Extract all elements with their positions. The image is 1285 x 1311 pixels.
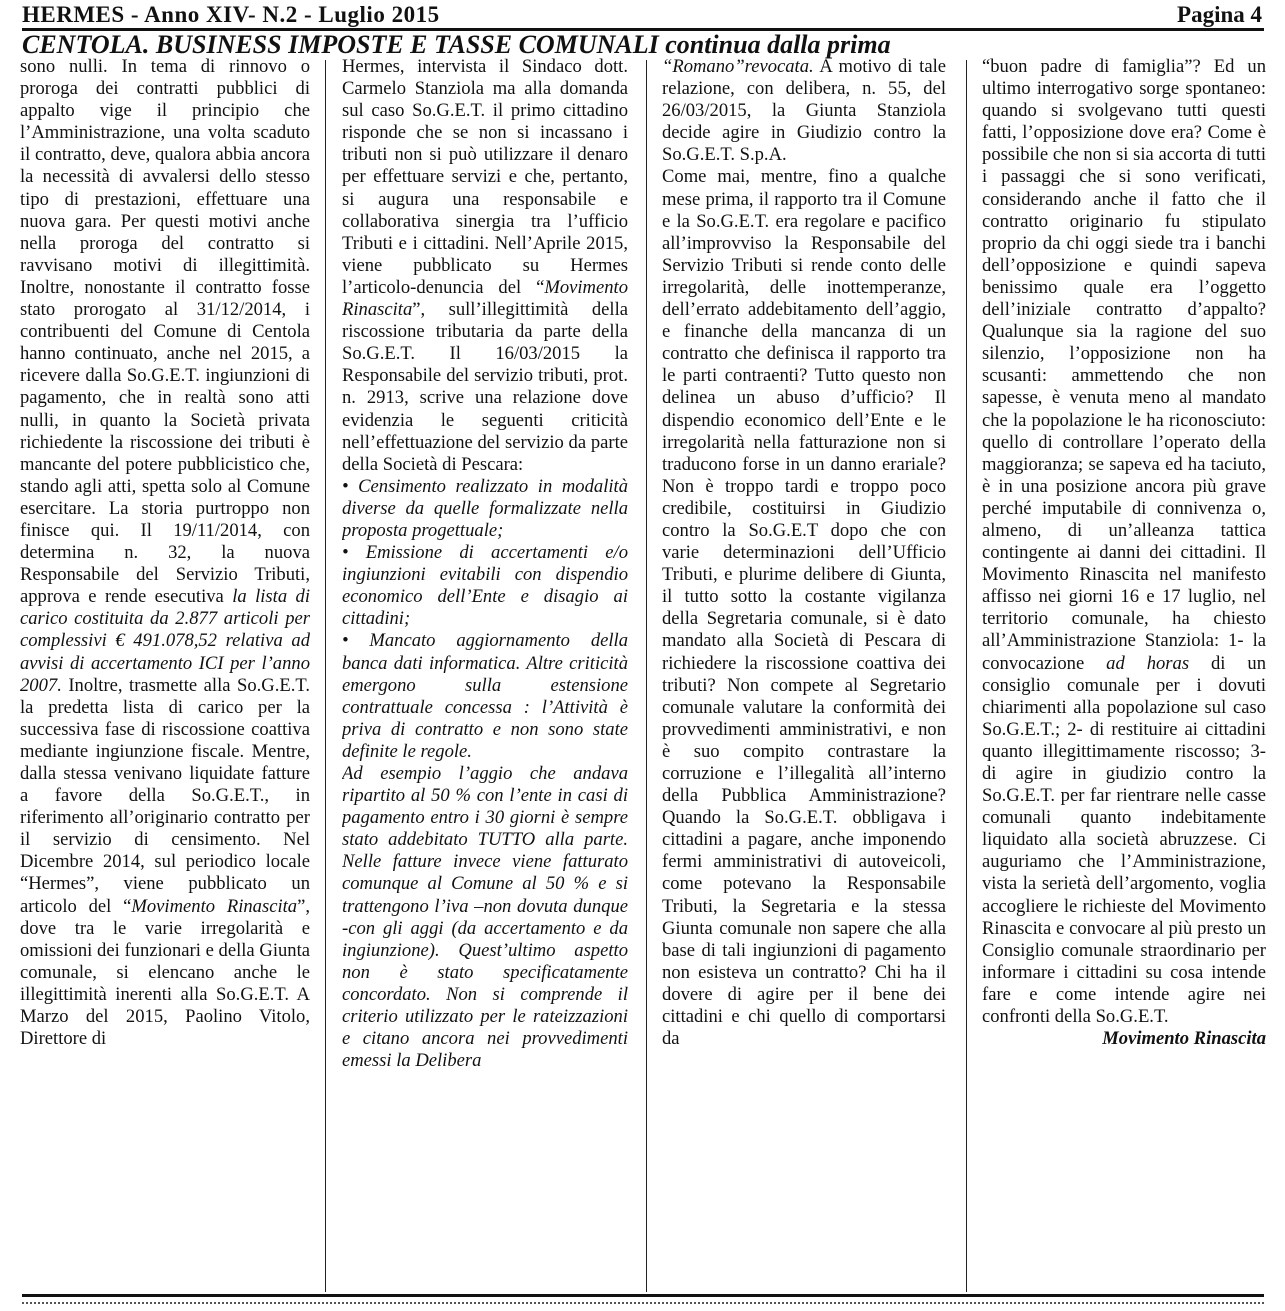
italic-text-run: ad horas bbox=[1106, 652, 1190, 674]
masthead: HERMES - Anno XIV- N.2 - Luglio 2015 bbox=[22, 2, 440, 27]
article-column-4 bbox=[982, 56, 1266, 1292]
text-run: di un consiglio comunale per i dovuti chiarimenti alla popolazione sul caso So.G.E.T.; 2- di restituire ai cittadini quanto illegittimamente riscosso; 3- di agire in giudizio contro la So.G.E.T. per far rientrare nelle casse comunali quanto indebitamente liquidato alla società abruzzese. Ci auguriamo che l’Amministrazione, vista la serietà dell’argomento, voglia accogliere le richieste del Movimento Rinascita e convocare al più presto un Consiglio comunale straordinario per informare i cittadini su cosa intende fare e come intende agire nei confronti della So.G.E.T. bbox=[982, 652, 1266, 1028]
paragraph bbox=[20, 56, 310, 1050]
text-run: ”, sull’illegittimità della riscossione tributaria da parte della So.G.E.T. Il 16/03/2015 la Responsabile del servizio tributi, prot. n. 2913, scrive una relazione dove evidenzia le seguenti criticità nell’effettuazione del servizio da parte della Società di Pescara: bbox=[342, 299, 628, 475]
text-run: “buon padre di famiglia”? Ed un ultimo interrogativo sorge spontaneo: quando si svolgevano tutti questi fatti, l’opposizione dove era? Come è possibile che non si sia accorta di tutti i passaggi che si sono verificati, considerando anche il fatto che il contratto originario fu stipulato proprio da chi oggi siede tra i banchi dell’opposizione e quindi sapeva benissimo quale era l’oggetto dell’iniziale contratto d’appalto? Qualunque sia la ragione del suo silenzio, l’opposizione non ha scusanti: ammettendo che non sapesse, è venuta meno al mandato che la popolazione le ha riconosciuto: quello di controllare l’operato della maggioranza; se sapeva ed ha taciuto, è in una posizione ancora più grave perché imputabile di connivenza o, almeno, di un’alleanza tattica contingente ai danni dei cittadini. Il Movimento Rinascita nel manifesto affisso nei giorni 16 e 17 luglio, nel territorio comunale, ha chiesto all’Amministrazione Stanziola: 1- la convocazione bbox=[982, 56, 1266, 674]
paragraph: Ad esempio l’aggio che andava ripartito al 50 % con l’ente in casi di pagamento entro i 30 giorni è sempre stato addebitato TUTTO alla parte. Nelle fatture invece viene fatturato comunque al Comune al 50 % e si trattengono l’iva –non dovuta dunque -con gli aggi (da accertamento e da ingiunzione). Quest’ultimo aspetto non è stato specificatamente concordato. Non si comprende il criterio utilizzato per le rateizzazioni e citano ancora nei provvedimenti emessi la Delibera bbox=[342, 763, 628, 1072]
article-signature: Movimento Rinascita bbox=[1102, 1028, 1266, 1050]
page-number: Pagina 4 bbox=[1177, 2, 1262, 27]
italic-text-run: Movimento Rinascita bbox=[342, 276, 628, 321]
text-run: Inoltre, trasmette alla So.G.E.T. la predetta lista di carico per la successiva fase di riscossione coattiva mediante ingiunzione fiscale. Mentre, dalla stessa venivano liquidate fatture a favore della So.G.E.T., in riferimento all’originario contratto per il servizio di censimento. Nel Dicembre 2014, sul periodico locale “Hermes”, viene pubblicato un articolo del “ bbox=[20, 674, 310, 917]
text-run: sono nulli. In tema di rinnovo o proroga dei contratti pubblici di appalto vige il principio che l’Amministrazione, una volta scaduto il contratto, deve, qualora abbia ancora la necessità di avvalersi dello stesso tipo di prestazioni, effettuare una nuova gara. Per questi motivi anche nella proroga del contratto si ravvisano motivi di illegittimità. Inoltre, nonostante il contratto fosse stato prorogato al 31/12/2014, i contribuenti del Comune di Centola hanno continuato, anche nel 2015, a ricevere dalla So.G.E.T. ingiunzioni di pagamento, che in realtà sono atti nulli, in quanto la Società privata richiedente la riscossione dei tributi è mancante del potere pubblicistico che, stando agli atti, spetta solo al Comune esercitare. La storia purtroppo non finisce qui. Il 19/11/2014, con determina n. 32, la nuova Responsabile del Servizio Tributi, approva e rende esecutiva bbox=[20, 56, 310, 608]
paragraph bbox=[662, 56, 946, 166]
bullet-item: • Mancato aggiornamento della banca dati informatica. Altre criticità emergono sulla estensione contrattuale concessa : l’Attività è priva di contratto e non sono state definite le regole. bbox=[342, 630, 628, 762]
text-run: A motivo di tale relazione, con delibera, n. 55, del 26/03/2015, la Giunta Stanziola decide agire in Giudizio contro la So.G.E.T. S.p.A. bbox=[662, 56, 946, 166]
bottom-rule bbox=[22, 1294, 1264, 1297]
article-column-1 bbox=[20, 56, 310, 1292]
bullet-item: • Censimento realizzato in modalità diverse da quelle formalizzate nella proposta progettuale; bbox=[342, 475, 628, 541]
italic-text-run: la lista di carico costituita da 2.877 articoli per complessivi € 491.078,52 relativa ad avvisi di accertamento ICI per l’anno 2007. bbox=[20, 586, 310, 696]
paragraph bbox=[342, 56, 628, 476]
bullet-item: • Emissione di accertamenti e/o ingiunzioni evitabili con dispendio economico dell’Ente e disagio ai cittadini; bbox=[342, 542, 628, 630]
paragraph bbox=[982, 56, 1266, 1028]
article-column-2 bbox=[342, 56, 628, 1292]
italic-text-run: Movimento Rinascita bbox=[131, 895, 298, 917]
text-run: ”, dove tra le varie irregolarità e omissioni dei funzionari e della Giunta comunale, si elencano anche le illegittimità inerenti alla So.G.E.T. A Marzo del 2015, Paolino Vitolo, Direttore di bbox=[20, 895, 310, 1050]
article-headline: CENTOLA. BUSINESS IMPOSTE E TASSE COMUNALI continua dalla prima bbox=[22, 30, 891, 59]
paragraph: Come mai, mentre, fino a qualche mese prima, il rapporto tra il Comune e la So.G.E.T. era regolare e pacifico all’improvviso la Responsabile del Servizio Tributi si rende conto delle irregolarità, delle inottemperanze, dell’errato addebitamento dell’aggio, e finanche della mancanza di un contratto che definisca il rapporto tra le parti contraenti? Tutto questo non delinea un abuso d’ufficio? Il dispendio economico dell’Ente e le irregolarità nella fatturazione non si traducono forse in un danno erariale? Non è troppo tardi e troppo poco credibile, costituirsi in Giudizio contro la So.G.E.T dopo che con varie determinazioni dell’Ufficio Tributi, e plurime delibere di Giunta, il tutto sotto la costante vigilanza della Segretaria comunale, si è dato mandato alla Società di Pescara di richiedere la riscossione coattiva dei tributi? Non compete al Segretario comunale valutare la conformità dei provvedimenti amministrativi, e non è suo compito contrastare la corruzione e l’illegalità all’interno della Pubblica Amministrazione? Quando la So.G.E.T. obbligava i cittadini a pagare, anche imponendo fermi amministrativi di autoveicoli, come potevano la Responsabile Tributi, la Segretaria e la stessa Giunta comunale non sapere che alla base di tali ingiunzioni di pagamento non esisteva un contratto? Chi ha il dovere di agire per il bene dei cittadini e chi quello di comportarsi da bbox=[662, 166, 946, 1050]
italic-text-run: “Romano”revocata. bbox=[662, 56, 814, 77]
cut-off-next-row bbox=[22, 1302, 1264, 1311]
page-header bbox=[22, 4, 1264, 31]
article-column-3 bbox=[662, 56, 946, 1292]
text-run: Hermes, intervista il Sindaco dott. Carmelo Stanziola ma alla domanda sul caso So.G.E.T. il primo cittadino risponde che se non si incassano i tributi non si può utilizzare il denaro per effettuare servizi e che, pertanto, si augura una responsabile e collaborativa sinergia tra l’ufficio Tributi e i cittadini. Nell’Aprile 2015, viene pubblicato su Hermes l’articolo-denuncia del “ bbox=[342, 56, 628, 298]
article-body bbox=[20, 56, 1266, 1292]
